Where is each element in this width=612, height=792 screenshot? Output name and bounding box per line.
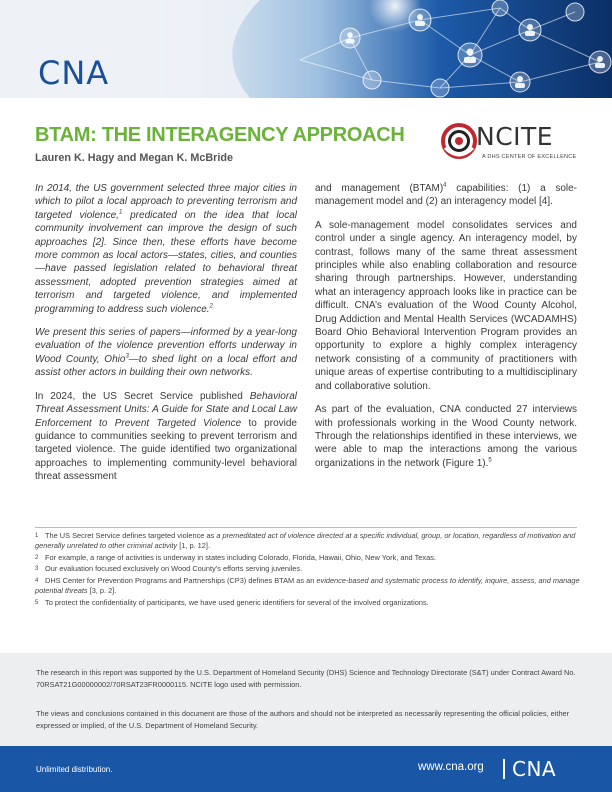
ncite-tagline: A DHS CENTER OF EXCELLENCE [482, 154, 577, 160]
left-column [35, 182, 297, 494]
intro-2-text-b: —to shed light on a local effort and assist other actors in building their own networks. [35, 353, 297, 379]
body-paragraph-1 [35, 390, 297, 484]
intro-2-text-a: We present this series of papers—informed by a year-long evaluation of the violence prevention efforts underway in Wood County, Ohio [35, 327, 297, 365]
body-paragraph-3: A sole-management model consolidates services and control under a single agency. An interagency model, by contrast, follows many of the same threat assessment principles while also enabling collaboration and resource sharing through partnerships. However, understanding what an interagency approach looks like in practice can be difficult. CNA’s evaluation of the Wood County Alcohol, Drug Addiction and Mental Health Services (WCADAMHS) Board Ohio Behavioral Intervention Program provides an opportunity to explore a highly complex interagency network consisting of a community of practitioners with unique areas of expertise contributing to a multidisciplinary and collaborative solution. [315, 219, 577, 392]
support-statement: The research in this report was supported by the U.S. Department of Homeland Security (DHS) Science and Technology Directorate (S&T) under Contract Award No. 70RSAT21G00000002/70RSAT23FR0000115. NCITE logo used with permission. [36, 668, 576, 690]
intro-paragraph-1 [35, 182, 297, 316]
footer-divider [503, 759, 505, 779]
footnote-ref-3: 3 [125, 353, 129, 360]
ncite-logo [440, 122, 580, 164]
footnote-text: For example, a range of activities is underway in states including Colorado, Florida, Hawaii, Ohio, New York, and Texas. [45, 552, 436, 562]
footnotes [35, 531, 580, 609]
footnote-ref-1: 1 [118, 209, 123, 216]
footnote-number: 3 [35, 566, 39, 573]
footnote-number: 5 [35, 599, 39, 606]
intro-1-text-a: In 2014, the US government selected three major cities in which to pilot a local approach to preventing terrorism and targeted violence, [35, 183, 297, 221]
footnote-ref-5: 5 [488, 457, 492, 464]
website-link[interactable]: www.cna.org [418, 761, 484, 773]
footnote-divider [35, 527, 577, 528]
body-4-text: As part of the evaluation, CNA conducted 27 interviews with professionals working in the Wood County network. Through the relationships identified in these interviews, we were able to map the interactions among the various organizations in the network (Figure 1). [315, 404, 577, 469]
intro-paragraph-2 [35, 326, 297, 380]
cna-logo-text: CNA [38, 54, 110, 92]
page-title: BTAM: THE INTERAGENCY APPROACH [35, 124, 405, 146]
footnote-text: DHS Center for Prevention Programs and Partnerships (CP3) defines BTAM as an [45, 575, 317, 585]
body-2-text-b: capabilities: (1) a sole-management model and (2) an interagency model [4]. [315, 183, 577, 208]
footnote-2 [35, 553, 580, 563]
footnote-ref-4: 4 [443, 182, 447, 189]
intro-1-text-b: predicated on the idea that local community involvement can improve the design of such approaches [2]. Since then, these efforts have become more common as local actors—states, cities, and counties—have passed legislation related to behavioral threat assessment, adopted prevention strategies aimed at terrorism and targeted violence, and implemented programming to address such violence. [35, 209, 297, 315]
disclaimer-statement: The views and conclusions contained in this document are those of the authors and should not be interpreted as necessarily representing the official policies, either expressed or implied, of the U.S. Department of Homeland Security. [36, 709, 570, 731]
authors: Lauren K. Hagy and Megan K. McBride [35, 152, 233, 164]
footnote-citation: [3, p. 2]. [87, 586, 117, 596]
footnote-3 [35, 564, 580, 574]
footnote-5 [35, 598, 580, 608]
footnote-4 [35, 576, 580, 596]
footnote-text: Our evaluation focused exclusively on Wood County’s efforts serving juveniles. [45, 564, 303, 574]
distribution-statement: Unlimited distribution. [36, 765, 113, 774]
footnote-text: To protect the confidentiality of participants, we have used generic identifiers for several of the involved organizations. [45, 597, 429, 607]
body-paragraph-4 [315, 403, 577, 470]
footnote-emphasis: a premeditated act of violence directed at a specific individual, group, or location, regardless of motivation and generally unrelated to other criminal activity [35, 531, 576, 551]
body-2-text-a: and management (BTAM) [315, 183, 444, 194]
footer-bar [0, 746, 612, 792]
cna-logo [38, 54, 109, 92]
body-1-text-b: to provide guidance to communities seeking to prevent terrorism and targeted violence. The guide identified two organizational approaches to implementing community-level behavioral threat assessment [35, 417, 297, 483]
header-banner [0, 0, 612, 98]
footnote-number: 1 [35, 533, 39, 539]
footnote-number: 2 [35, 554, 39, 561]
footnote-ref-2: 2 [209, 303, 213, 310]
footnote-emphasis: evidence-based and systematic process to identify, inquire, assess, and manage potential threats [35, 575, 580, 596]
guide-title: Behavioral Threat Assessment Units: A Guide for State and Local Law Enforcement to Prevent Targeted Violence [35, 390, 297, 429]
right-column [315, 182, 577, 480]
funding-notice [0, 653, 612, 746]
ncite-wordmark: NCITE [476, 122, 554, 151]
footnote-text: The US Secret Service defines targeted violence as [45, 531, 217, 540]
footnote-1 [35, 531, 580, 551]
footer-cna-logo: CNA [512, 757, 557, 781]
footnote-citation: [1, p. 12]. [177, 541, 211, 551]
ncite-emblem-icon [440, 122, 478, 160]
body-1-text-a: In 2024, the US Secret Service published [35, 390, 250, 402]
body-paragraph-2 [315, 182, 577, 209]
footnote-number: 4 [35, 577, 39, 584]
